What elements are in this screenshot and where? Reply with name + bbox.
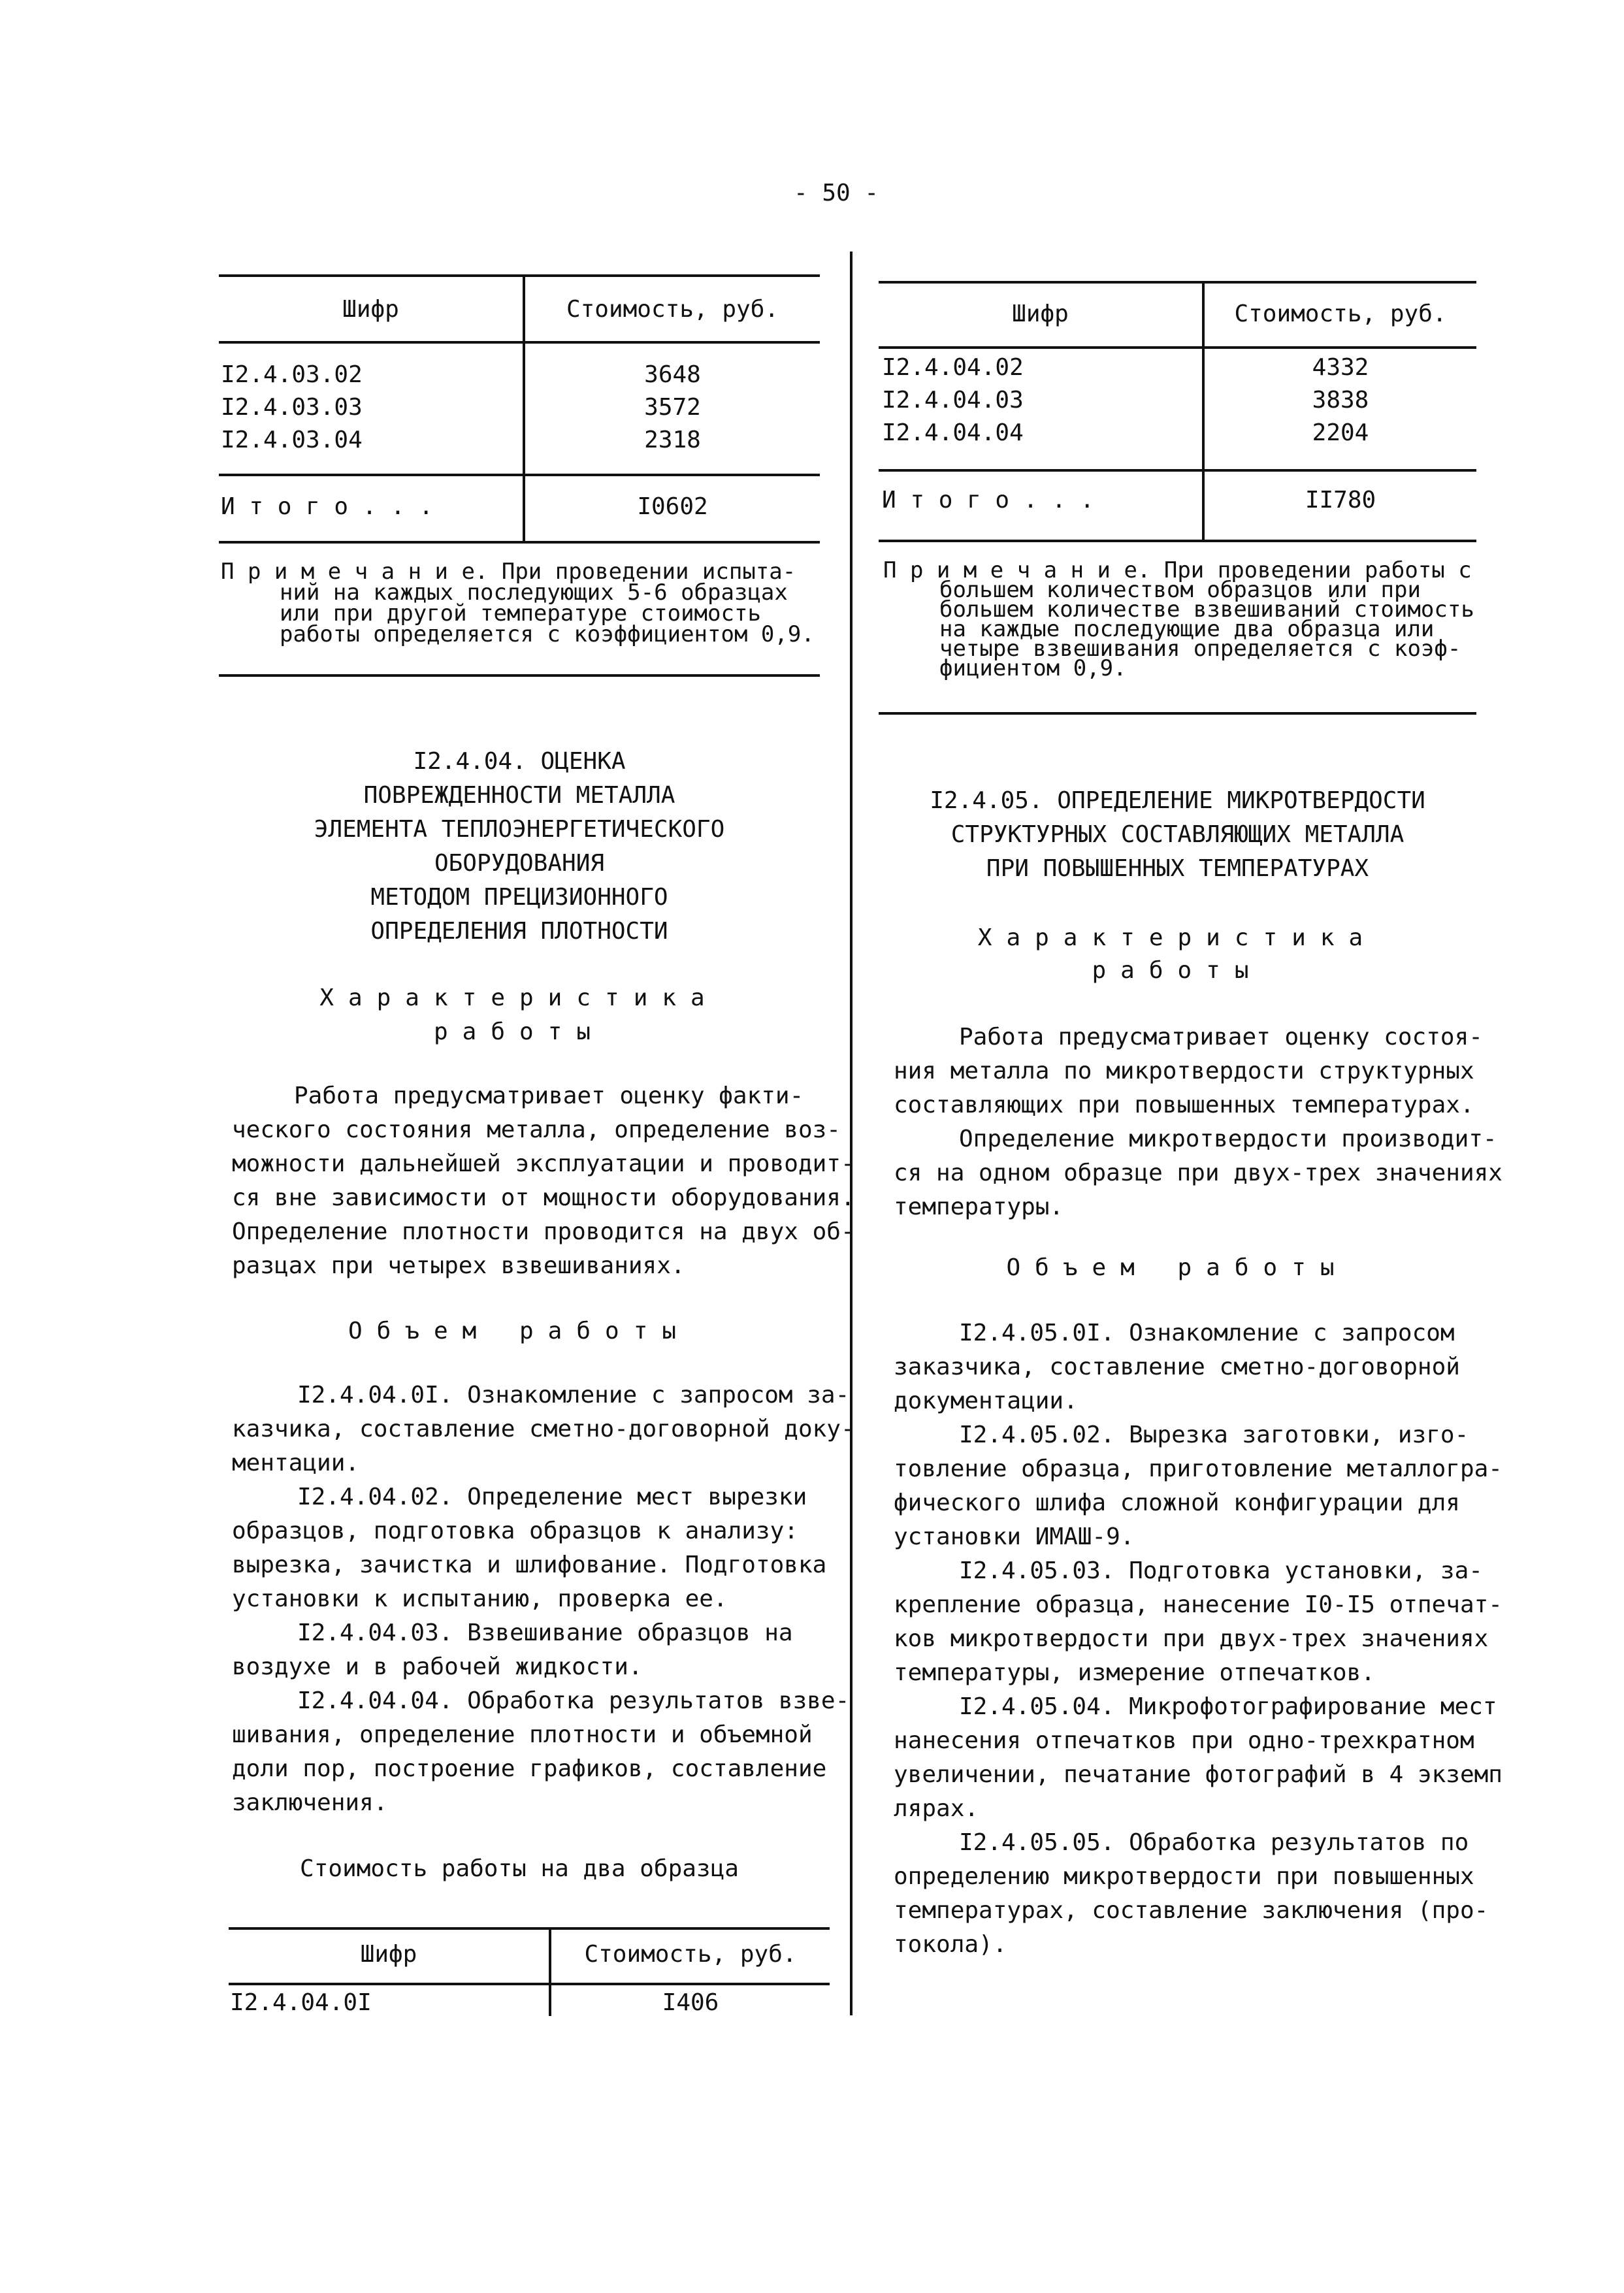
characteristic-heading: Характеристика — [977, 924, 1378, 951]
table-row-cost: I406 — [662, 1989, 719, 2016]
text-line: Работа предусматривает оценку факти- — [294, 1082, 804, 1109]
table-rule — [229, 1983, 830, 1985]
text-line: разцах при четырех взвешиваниях. — [232, 1252, 685, 1279]
text-line: I2.4.04.03. Взвешивание образцов на — [297, 1619, 793, 1646]
table-header-code: Шифр — [1012, 301, 1069, 327]
text-line: заказчика, составление сметно-договорной — [894, 1354, 1460, 1380]
text-line: нанесения отпечатков при одно-трехкратном — [894, 1727, 1474, 1754]
text-line: вырезка, зачистка и шлифование. Подготовка — [232, 1552, 827, 1578]
text-line: установки ИМАШ-9. — [894, 1523, 1135, 1550]
table-header-cost: Стоимость, руб. — [566, 296, 779, 323]
text-line: I2.4.05.05. Обработка результатов по — [959, 1829, 1469, 1856]
table-row-code: I2.4.04.0I — [230, 1989, 372, 2016]
text-line: образцов, подготовка образцов к анализу: — [232, 1518, 798, 1544]
table-rule — [219, 274, 820, 277]
text-line: I2.4.05.03. Подготовка установки, за- — [959, 1557, 1483, 1584]
text-line: лярах. — [894, 1795, 979, 1822]
title-line: I2.4.04. ОЦЕНКА — [413, 748, 626, 775]
column-divider — [850, 252, 853, 2015]
table-total-value: II780 — [1305, 487, 1376, 513]
table-header-code: Шифр — [360, 1941, 417, 1968]
note-line: четыре взвешивания определяется с коэф- — [939, 636, 1461, 662]
text-line: ния металла по микротвердости структурных — [894, 1058, 1474, 1084]
table-rule — [879, 281, 1476, 284]
title-line: ПРИ ПОВЫШЕННЫХ ТЕМПЕРАТУРАХ — [986, 855, 1369, 882]
table-total-label: И т о г о . . . — [882, 487, 1095, 513]
text-line: токола). — [894, 1931, 1007, 1958]
section-rule — [219, 674, 820, 677]
title-line: I2.4.05. ОПРЕДЕЛЕНИЕ МИКРОТВЕРДОСТИ — [930, 787, 1425, 814]
table-header-cost: Стоимость, руб. — [1234, 301, 1447, 327]
title-line: ПОВРЕЖДЕННОСТИ МЕТАЛЛА — [363, 782, 675, 809]
text-line: крепление образца, нанесение I0-I5 отпечат- — [894, 1591, 1502, 1618]
characteristic-heading-2: работы — [433, 1018, 606, 1045]
table-rule — [219, 341, 820, 344]
text-line: казчика, составление сметно-договорной доку- — [232, 1416, 855, 1442]
text-line: шивания, определение плотности и объемной — [232, 1721, 813, 1748]
note-line: П р и м е ч а н и е. При проведении работы с — [883, 557, 1472, 583]
table-row-code: I2.4.04.04 — [882, 419, 1024, 446]
table-rule — [219, 474, 820, 476]
title-line: МЕТОДОМ ПРЕЦИЗИОННОГО — [370, 884, 668, 911]
table-row-code: I2.4.04.02 — [882, 354, 1024, 381]
table-rule — [879, 346, 1476, 349]
text-line: I2.4.04.02. Определение мест вырезки — [297, 1484, 807, 1510]
cost-caption: Стоимость работы на два образца — [300, 1855, 739, 1882]
table-row-code: I2.4.04.03 — [882, 387, 1024, 414]
text-line: увеличении, печатание фотографий в 4 экземп — [894, 1761, 1502, 1788]
table-rule — [229, 1927, 830, 1930]
title-line: ОПРЕДЕЛЕНИЯ ПЛОТНОСТИ — [370, 918, 668, 945]
table-row-cost: 3648 — [644, 361, 701, 388]
text-line: ков микротвердости при двух-трех значениях — [894, 1625, 1489, 1652]
text-line: доли пор, построение графиков, составление — [232, 1755, 827, 1782]
table-row-cost: 3572 — [644, 394, 701, 421]
table-row-cost: 4332 — [1312, 354, 1369, 381]
volume-heading: Объем работы — [1006, 1254, 1349, 1281]
characteristic-heading-2: работы — [1092, 957, 1263, 984]
text-line: I2.4.05.02. Вырезка заготовки, изго- — [959, 1422, 1469, 1448]
text-line: Работа предусматривает оценку состоя- — [959, 1024, 1483, 1050]
text-line: воздухе и в рабочей жидкости. — [232, 1653, 643, 1680]
note-line: большем количеством образцов или при — [939, 577, 1421, 603]
table-rule — [219, 541, 820, 544]
table-row-cost: 3838 — [1312, 387, 1369, 414]
note-line: на каждые последующие два образца или — [939, 616, 1435, 642]
table-total-label: И т о г о . . . — [221, 493, 434, 520]
note-line: фициентом 0,9. — [939, 655, 1127, 681]
table-total-value: I0602 — [637, 493, 708, 520]
text-line: ментации. — [232, 1450, 360, 1476]
table-row-code: I2.4.03.02 — [221, 361, 363, 388]
table-header-cost: Стоимость, руб. — [584, 1941, 797, 1968]
text-line: можности дальнейшей эксплуатации и проводит- — [232, 1150, 855, 1177]
text-line: ческого состояния металла, определение воз- — [232, 1116, 841, 1143]
table-row-code: I2.4.03.04 — [221, 427, 363, 453]
note-line: большем количестве взвешиваний стоимость — [939, 596, 1474, 623]
text-line: I2.4.05.04. Микрофотографирование мест — [959, 1693, 1497, 1720]
text-line: заключения. — [232, 1789, 388, 1816]
text-line: I2.4.04.04. Обработка результатов взве- — [297, 1687, 850, 1714]
characteristic-heading: Характеристика — [319, 984, 719, 1011]
text-line: I2.4.05.0I. Ознакомление с запросом — [959, 1320, 1455, 1346]
text-line: Определение плотности проводится на двух об- — [232, 1218, 855, 1245]
text-line: ся вне зависимости от мощности оборудования. — [232, 1184, 855, 1211]
section-rule — [879, 712, 1476, 715]
note-line: ний на каждых последующих 5-6 образцах — [280, 579, 788, 606]
table-row-code: I2.4.03.03 — [221, 394, 363, 421]
text-line: фического шлифа сложной конфигурации для — [894, 1489, 1460, 1516]
title-line: СТРУКТУРНЫХ СОСТАВЛЯЮЩИХ МЕТАЛЛА — [950, 821, 1405, 848]
text-line: Определение микротвердости производит- — [959, 1126, 1497, 1152]
text-line: I2.4.04.0I. Ознакомление с запросом за- — [297, 1382, 850, 1408]
text-line: составляющих при повышенных температурах. — [894, 1092, 1474, 1118]
table-row-cost: 2318 — [644, 427, 701, 453]
note-line: работы определяется с коэффициентом 0,9. — [280, 621, 815, 647]
note-line: П р и м е ч а н и е. При проведении испыта- — [221, 559, 796, 585]
volume-heading: Объем работы — [348, 1318, 691, 1344]
title-line: ОБОРУДОВАНИЯ — [434, 850, 605, 877]
page-number: - 50 - — [793, 180, 879, 206]
table-header-code: Шифр — [342, 296, 399, 323]
text-line: документации. — [894, 1388, 1078, 1414]
note-line: или при другой температуре стоимость — [280, 600, 761, 626]
text-line: температурах, составление заключения (про- — [894, 1897, 1489, 1924]
text-line: ся на одном образце при двух-трех значениях — [894, 1160, 1502, 1186]
table-rule — [879, 540, 1476, 542]
text-line: товление образца, приготовление металлогра- — [894, 1455, 1502, 1482]
text-line: установки к испытанию, проверка ее. — [232, 1586, 728, 1612]
table-rule — [879, 469, 1476, 472]
table-row-cost: 2204 — [1312, 419, 1369, 446]
text-line: температуры, измерение отпечатков. — [894, 1659, 1375, 1686]
text-line: температуры. — [894, 1194, 1064, 1220]
text-line: определению микротвердости при повышенных — [894, 1863, 1474, 1890]
title-line: ЭЛЕМЕНТА ТЕПЛОЭНЕРГЕТИЧЕСКОГО — [314, 816, 725, 843]
